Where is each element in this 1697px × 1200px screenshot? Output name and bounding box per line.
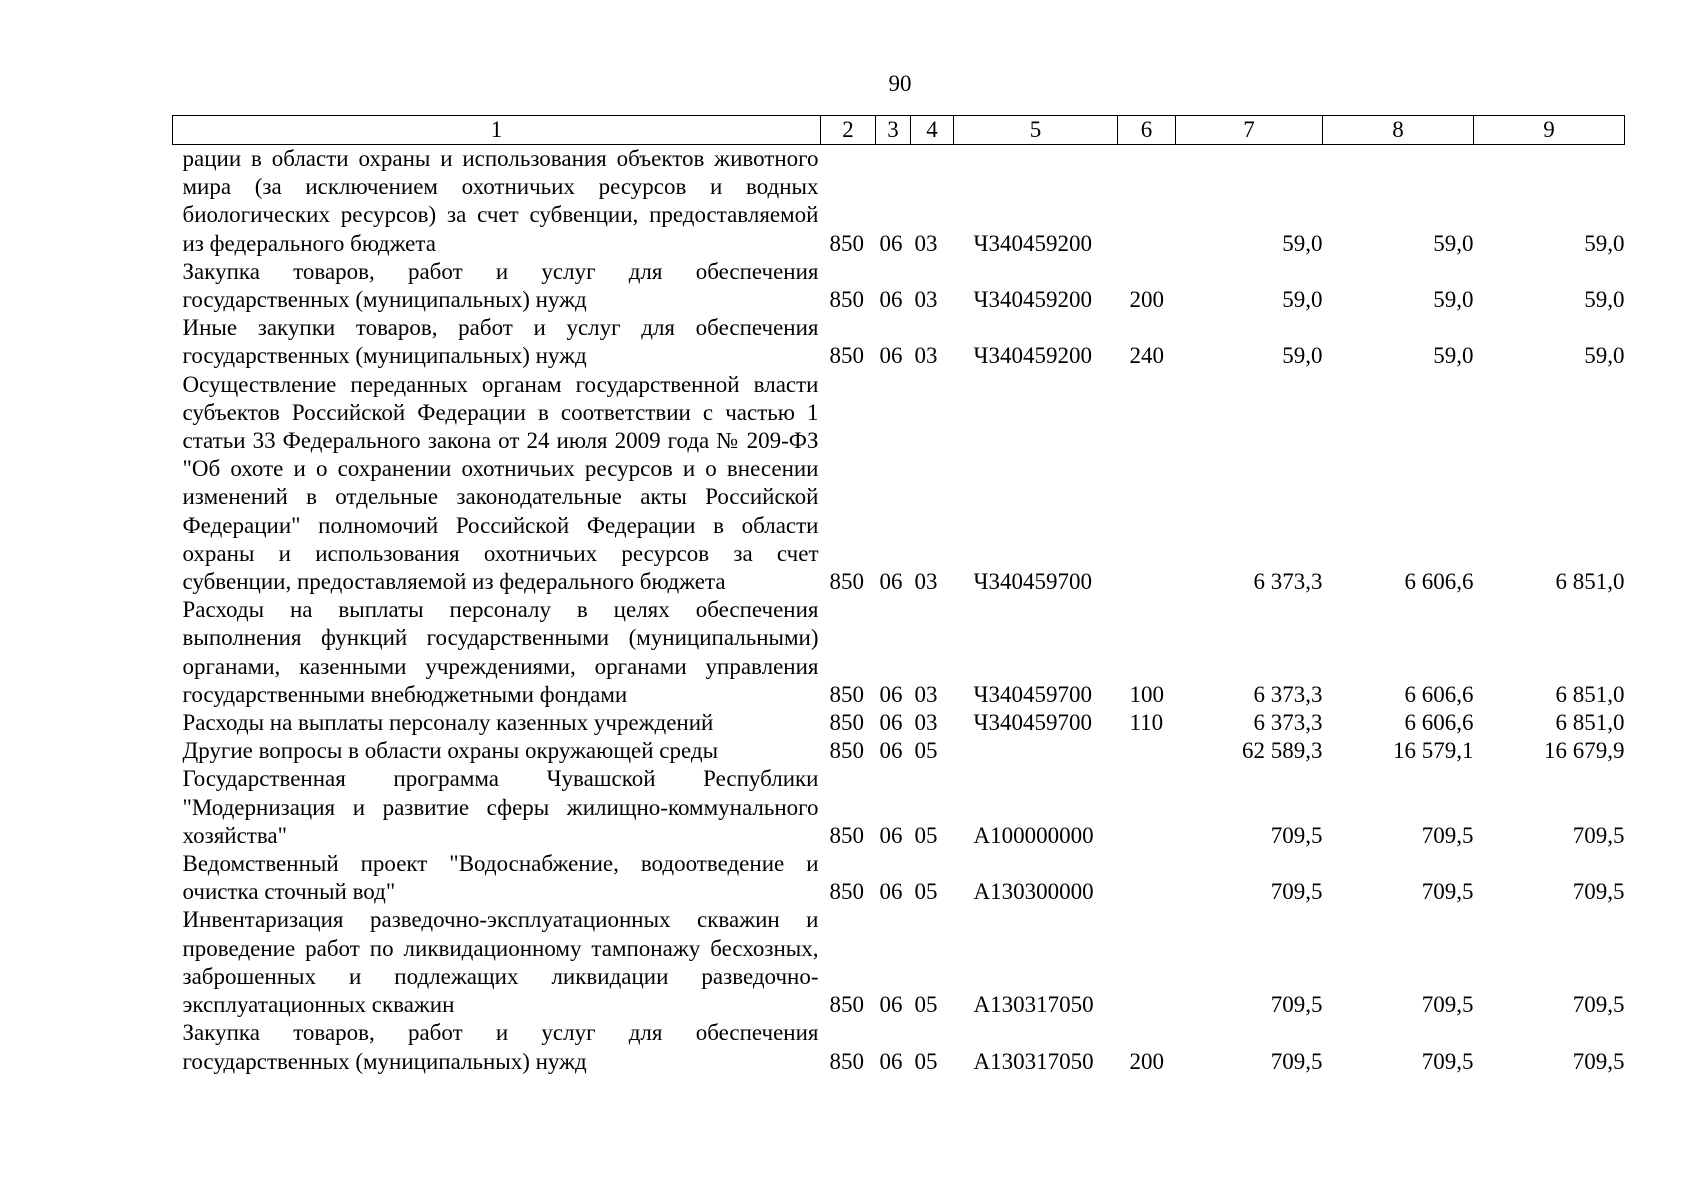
- row-expense-type: 200: [1129, 1048, 1164, 1074]
- row-glav: 850: [829, 681, 864, 707]
- row-amount-1: 709,5: [1270, 992, 1323, 1018]
- row-glav: 850: [829, 738, 864, 764]
- row-amount-1: 59,0: [1282, 343, 1323, 369]
- table-row: [173, 258, 1625, 314]
- row-glav: 850: [829, 230, 864, 256]
- row-amount-3: 709,5: [1572, 1048, 1625, 1074]
- row-name: Закупка товаров, работ и услуг для обеспечения государственных (муниципальных) нужд: [182, 258, 819, 313]
- row-glav: 850: [829, 569, 864, 595]
- row-expense-type: [1118, 371, 1176, 597]
- budget-table: [172, 115, 1625, 1076]
- table-row: [173, 906, 1625, 1019]
- row-amount-2: 16 579,1: [1393, 738, 1474, 764]
- row-target-article: Ч340459700: [973, 681, 1092, 707]
- row-name: Другие вопросы в области охраны окружающей среды: [182, 738, 719, 764]
- row-amount-3: 709,5: [1572, 879, 1625, 905]
- row-amount-2: 6 606,6: [1404, 569, 1474, 595]
- row-razdel: 06: [879, 287, 903, 313]
- table-row: [173, 1019, 1625, 1075]
- row-podrazdel: 03: [914, 569, 938, 595]
- row-razdel: 06: [879, 343, 903, 369]
- row-razdel: 06: [879, 822, 903, 848]
- row-glav: 850: [829, 710, 864, 736]
- row-name: Осуществление переданных органам государственной власти субъектов Российской Федерации в соответствии с частью 1 статьи 33 Федерального закона от 24 июля 2009 года № 209-ФЗ "Об охоте и о сохранении охотничьих ресурсов и о внесении изменений в отдельные законодательные акты Российской Федерации" полномочий Российской Федерации в области охраны и использования охотничьих ресурсов за счет субвенции, предоставляемой из федерального бюджета: [182, 371, 819, 595]
- row-podrazdel: 03: [914, 681, 938, 707]
- row-target-article: А130300000: [973, 879, 1094, 905]
- row-target-article: Ч340459700: [973, 569, 1092, 595]
- row-target-article: Ч340459200: [973, 343, 1092, 369]
- row-amount-2: 709,5: [1421, 992, 1474, 1018]
- row-target-article: Ч340459700: [973, 710, 1092, 736]
- table-body: [173, 145, 1625, 1076]
- row-expense-type: 110: [1129, 710, 1164, 736]
- row-razdel: 06: [879, 1048, 903, 1074]
- row-glav: 850: [829, 343, 864, 369]
- row-amount-2: 59,0: [1433, 343, 1474, 369]
- row-amount-3: 16 679,9: [1544, 738, 1625, 764]
- row-amount-2: 709,5: [1421, 822, 1474, 848]
- row-podrazdel: 05: [914, 1048, 938, 1074]
- row-glav: 850: [829, 879, 864, 905]
- row-name: Расходы на выплаты персоналу казенных учреждений: [182, 710, 714, 736]
- row-podrazdel: 05: [914, 738, 938, 764]
- row-amount-2: 6 606,6: [1404, 681, 1474, 707]
- row-expense-type: [1118, 765, 1176, 850]
- row-amount-2: 59,0: [1433, 287, 1474, 313]
- row-expense-type: [1118, 737, 1176, 765]
- row-name: Государственная программа Чувашской Республики "Модернизация и развитие сферы жилищно-коммунального хозяйства": [182, 766, 819, 848]
- row-amount-1: 59,0: [1282, 230, 1323, 256]
- row-name: Иные закупки товаров, работ и услуг для обеспечения государственных (муниципальных) нужд: [182, 315, 819, 369]
- table-row: [173, 145, 1625, 258]
- header-col-2: 2: [821, 116, 876, 145]
- row-expense-type: [1118, 145, 1176, 258]
- row-target-article: Ч340459200: [973, 230, 1092, 256]
- row-amount-1: 59,0: [1282, 287, 1323, 313]
- row-amount-2: 59,0: [1433, 230, 1474, 256]
- row-amount-2: 6 606,6: [1404, 710, 1474, 736]
- row-amount-1: 709,5: [1270, 879, 1323, 905]
- page-number: 90: [888, 71, 912, 96]
- row-glav: 850: [829, 287, 864, 313]
- row-razdel: 06: [879, 992, 903, 1018]
- row-amount-1: 6 373,3: [1253, 569, 1323, 595]
- row-name: Расходы на выплаты персоналу в целях обеспечения выполнения функций государственными (муниципальными) органами, казенными учреждениями, органами управления государственными внебюджетными фондами: [182, 597, 819, 707]
- header-col-3: 3: [876, 116, 911, 145]
- row-expense-type: [1118, 850, 1176, 906]
- header-col-5: 5: [954, 116, 1118, 145]
- row-expense-type: 240: [1129, 343, 1164, 369]
- row-razdel: 06: [879, 710, 903, 736]
- row-podrazdel: 03: [914, 343, 938, 369]
- row-amount-2: 709,5: [1421, 879, 1474, 905]
- row-target-article: А100000000: [973, 822, 1094, 848]
- row-razdel: 06: [879, 738, 903, 764]
- header-col-8: 8: [1323, 116, 1474, 145]
- header-col-1: 1: [173, 116, 821, 145]
- row-razdel: 06: [879, 569, 903, 595]
- row-name: рации в области охраны и использования объектов животного мира (за исключением охотничьих ресурсов и водных биологических ресурсов) за счет субвенции, предоставляемой из федерального бюджета: [182, 146, 819, 256]
- row-podrazdel: 03: [914, 710, 938, 736]
- table-row: [173, 765, 1625, 850]
- row-podrazdel: 05: [914, 992, 938, 1018]
- row-podrazdel: 05: [914, 822, 938, 848]
- row-razdel: 06: [879, 879, 903, 905]
- row-glav: 850: [829, 992, 864, 1018]
- row-expense-type: 200: [1129, 287, 1164, 313]
- table-row: [173, 314, 1625, 370]
- row-name: Инвентаризация разведочно-эксплуатационных скважин и проведение работ по ликвидационному тампонажу бесхозных, заброшенных и подлежащих ликвидации разведочно-эксплуатационных скважин: [182, 907, 819, 1018]
- row-amount-3: 59,0: [1584, 287, 1625, 313]
- row-amount-3: 6 851,0: [1555, 569, 1625, 595]
- row-glav: 850: [829, 1048, 864, 1074]
- row-amount-3: 709,5: [1572, 992, 1625, 1018]
- row-amount-3: 709,5: [1572, 822, 1625, 848]
- row-glav: 850: [829, 822, 864, 848]
- table-header-row: [173, 116, 1625, 145]
- table-row: [173, 709, 1625, 737]
- header-col-4: 4: [911, 116, 954, 145]
- row-target-article: А130317050: [973, 1048, 1094, 1074]
- row-name: Ведомственный проект "Водоснабжение, водоотведение и очистка сточный вод": [182, 851, 819, 905]
- header-col-6: 6: [1118, 116, 1176, 145]
- table-row: [173, 371, 1625, 597]
- table-row: [173, 737, 1625, 765]
- row-amount-1: 6 373,3: [1253, 681, 1323, 707]
- table-row: [173, 850, 1625, 906]
- row-amount-1: 6 373,3: [1253, 710, 1323, 736]
- row-target-article: Ч340459200: [973, 287, 1092, 313]
- row-amount-3: 6 851,0: [1555, 710, 1625, 736]
- header-col-7: 7: [1176, 116, 1323, 145]
- row-podrazdel: 05: [914, 879, 938, 905]
- row-amount-3: 6 851,0: [1555, 681, 1625, 707]
- row-podrazdel: 03: [914, 287, 938, 313]
- row-amount-2: 709,5: [1421, 1048, 1474, 1074]
- row-razdel: 06: [879, 681, 903, 707]
- row-expense-type: [1118, 906, 1176, 1019]
- row-target-article: [954, 737, 1118, 765]
- row-amount-1: 709,5: [1270, 1048, 1323, 1074]
- row-name: Закупка товаров, работ и услуг для обеспечения государственных (муниципальных) нужд: [182, 1020, 819, 1074]
- row-razdel: 06: [879, 230, 903, 256]
- header-col-9: 9: [1474, 116, 1625, 145]
- row-amount-3: 59,0: [1584, 343, 1625, 369]
- table-row: [173, 596, 1625, 709]
- row-target-article: А130317050: [973, 992, 1094, 1018]
- row-amount-1: 709,5: [1270, 822, 1323, 848]
- row-amount-1: 62 589,3: [1242, 738, 1323, 764]
- row-podrazdel: 03: [914, 230, 938, 256]
- row-expense-type: 100: [1129, 681, 1164, 707]
- row-amount-3: 59,0: [1584, 230, 1625, 256]
